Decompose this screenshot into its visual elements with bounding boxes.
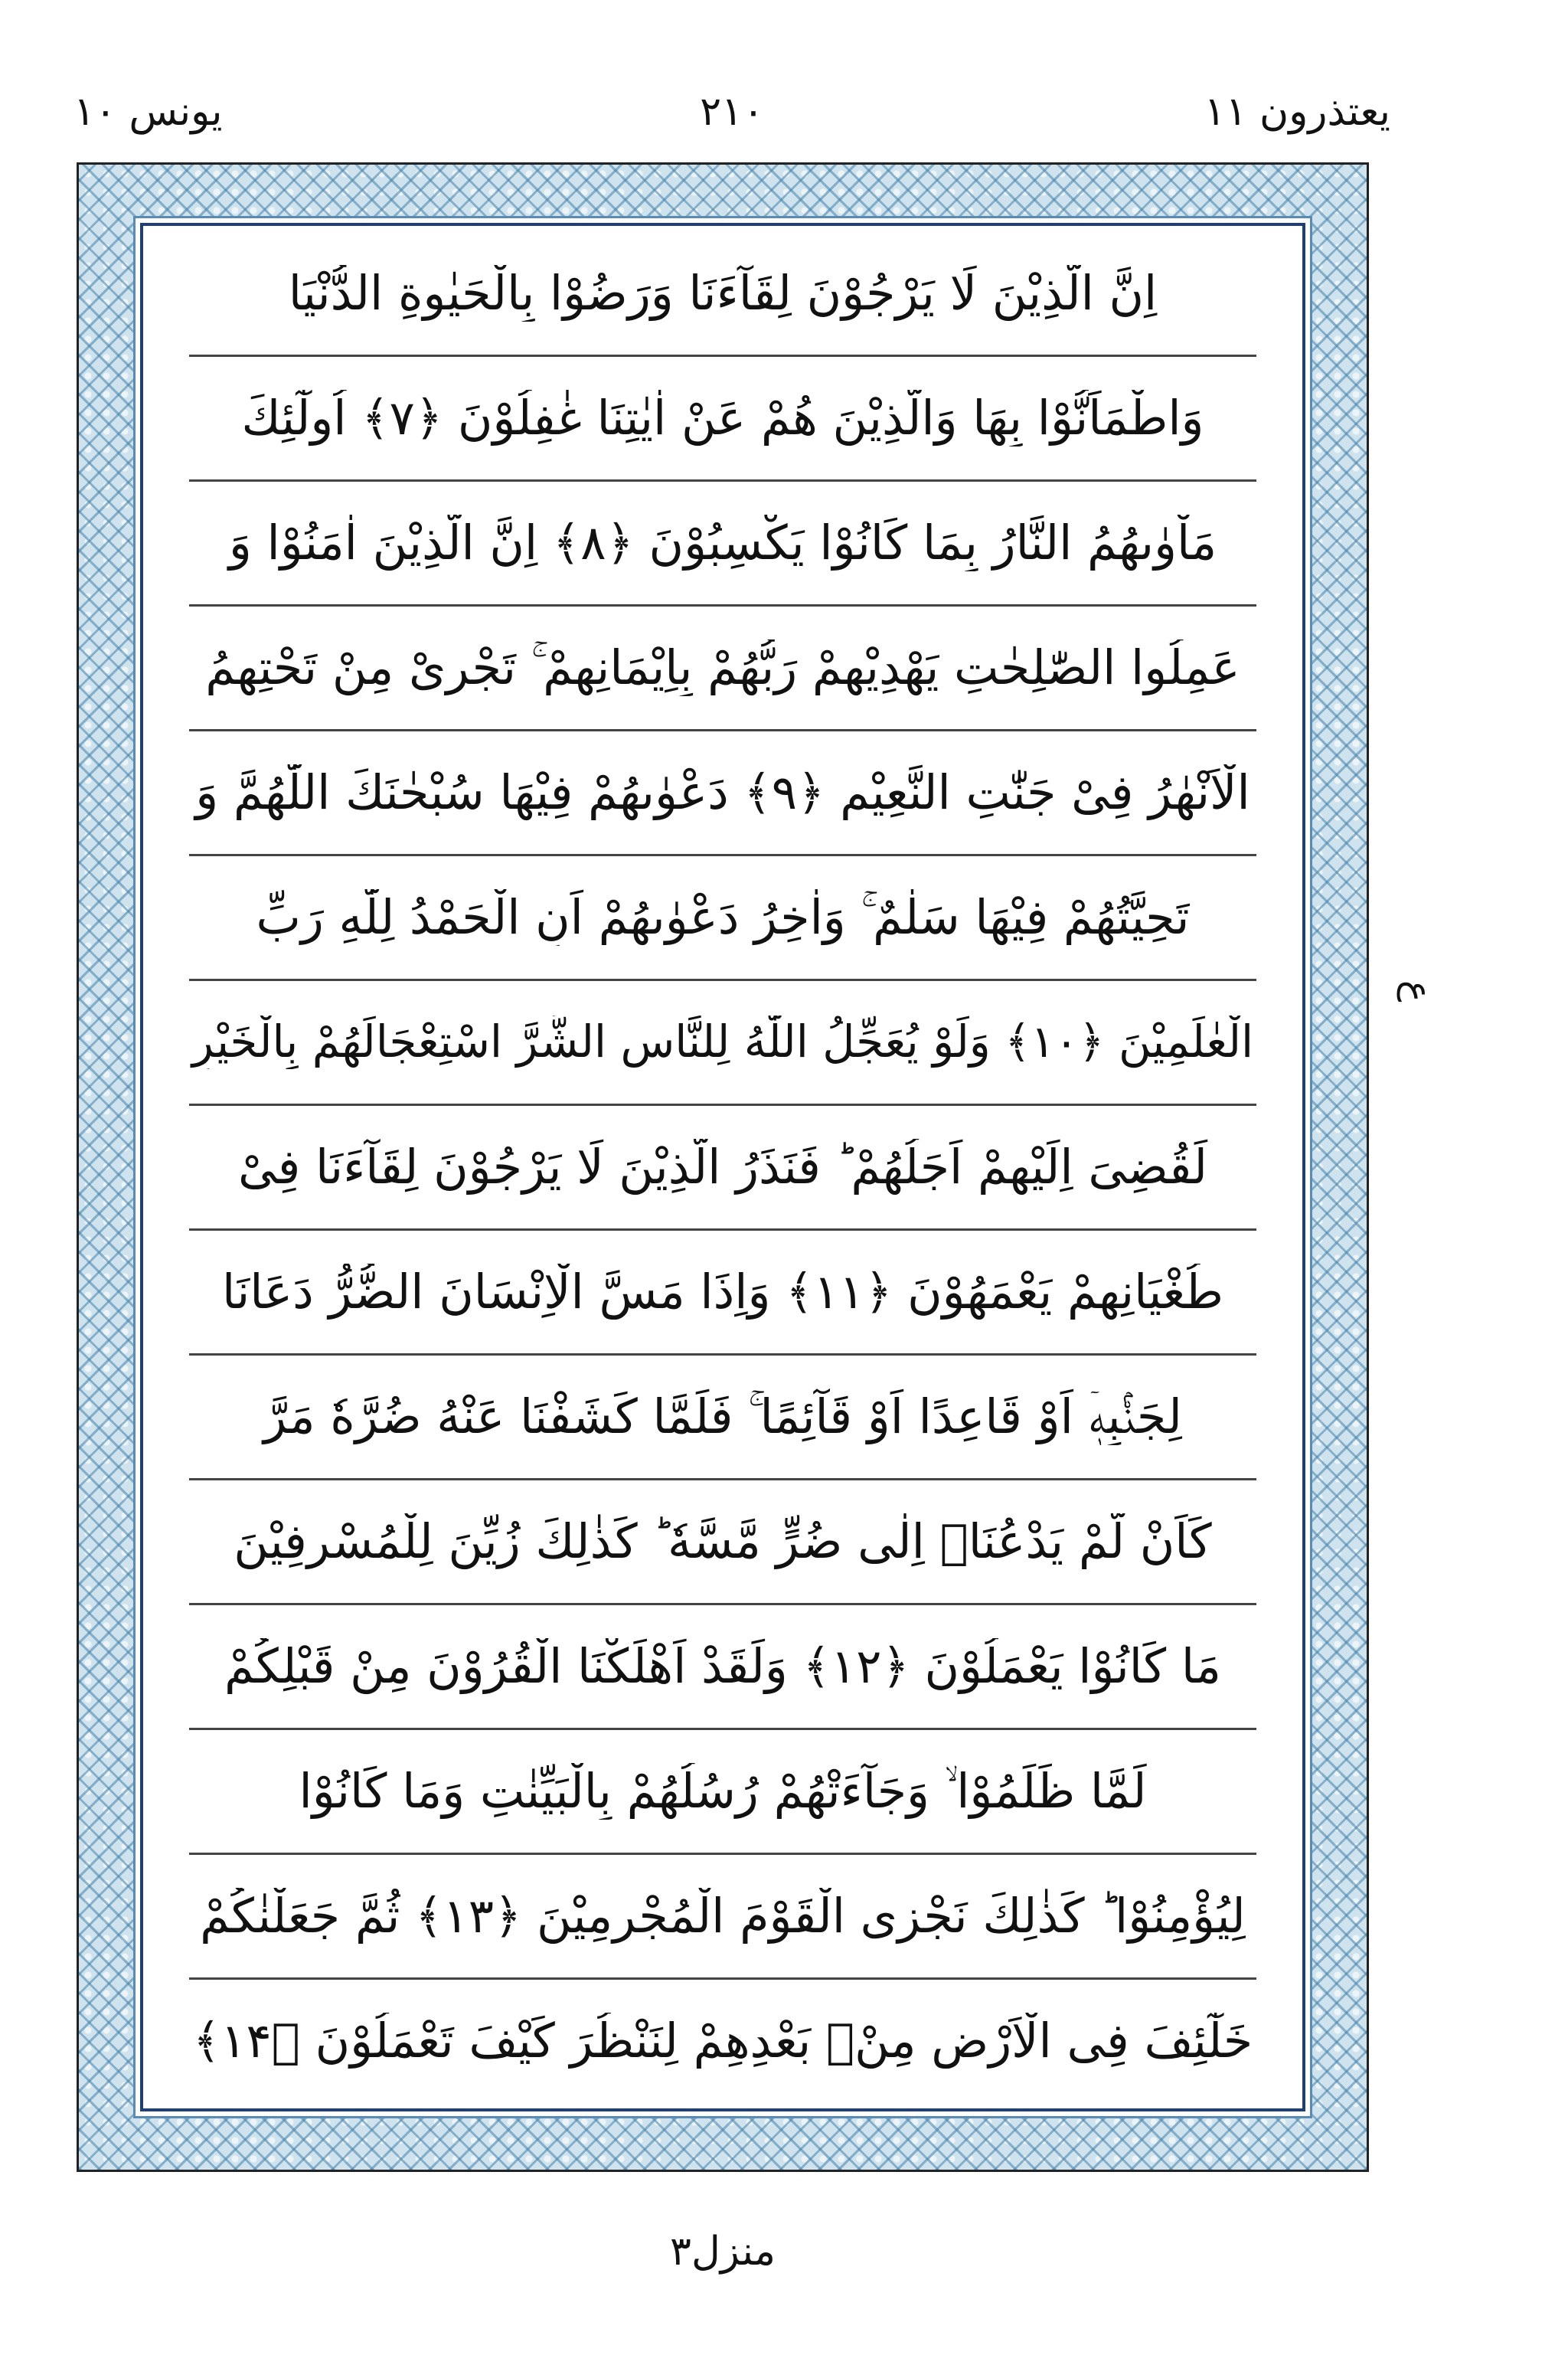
verse-line: [189, 1730, 1256, 1855]
verse-line: [189, 856, 1256, 981]
verse-line-text: لِیُؤْمِنُوْا ؕ كَذٰلِكَ نَجْزِی الْقَوْمَ الْمُجْرِمِیْنَ ﴿۱۳﴾ ثُمَّ جَعَلْنٰكُمْ: [200, 1887, 1246, 1944]
text-panel: [140, 223, 1305, 2111]
ruku-marker: ع: [1396, 980, 1439, 1003]
verse-line: [189, 1605, 1256, 1730]
verse-line-text: لَمَّا ظَلَمُوْا ۙ وَجَآءَتْهُمْ رُسُلُهُمْ بِالْبَیِّنٰتِ وَمَا كَانُوْا: [299, 1762, 1147, 1819]
verse-line-text: الْاَنْهٰرُ فِیْ جَنّٰتِ النَّعِیْمِ ﴿۹﴾ دَعْوٰىهُمْ فِیْهَا سُبْحٰنَكَ اللّٰهُمَّ وَ: [195, 764, 1250, 820]
verse-line: [189, 1855, 1256, 1980]
verse-line: [189, 357, 1256, 482]
verse-line-text: مَا كَانُوْا یَعْمَلُوْنَ ﴿۱۲﴾ وَلَقَدْ اَهْلَكْنَا الْقُرُوْنَ مِنْ قَبْلِكُمْ: [224, 1637, 1222, 1694]
verse-line: [189, 731, 1256, 856]
manzil-footer: منزل۳: [670, 2229, 776, 2275]
verse-line: [189, 1106, 1256, 1231]
verse-line-text: لِجَنْۢبِهٖۤ اَوْ قَاعِدًا اَوْ قَآئِمًا ۚ فَلَمَّا كَشَفْنَا عَنْهُ ضُرَّهٗ مَرَّ: [263, 1388, 1182, 1444]
verse-line-text: تَحِیَّتُهُمْ فِیْهَا سَلٰمٌ ۚ وَاٰخِرُ دَعْوٰىهُمْ اَنِ الْحَمْدُ لِلّٰهِ رَبِّ: [256, 888, 1190, 945]
ornamental-border: [77, 162, 1369, 2172]
surah-title: یونس ۱۰: [74, 89, 223, 135]
verse-line: [189, 1356, 1256, 1480]
verse-line: [189, 1980, 1256, 2102]
verse-line: [189, 1480, 1256, 1605]
verse-line-text: طُغْیَانِهِمْ یَعْمَهُوْنَ ﴿۱۱﴾ وَاِذَا مَسَّ الْاِنْسَانَ الضُّرُّ دَعَانَا: [222, 1263, 1223, 1320]
verse-line-text: وَاطْمَاَنُّوْا بِهَا وَالَّذِیْنَ هُمْ عَنْ اٰیٰتِنَا غٰفِلُوْنَ ﴿۷﴾ اُولٰٓئِكَ: [241, 389, 1204, 446]
page-number: ۲۱۰: [700, 89, 764, 135]
juz-title: یعتذرون ۱۱: [1204, 89, 1390, 135]
verse-line: [189, 482, 1256, 607]
verse-line-text: لَقُضِیَ اِلَیْهِمْ اَجَلُهُمْ ؕ فَنَذَرُ الَّذِیْنَ لَا یَرْجُوْنَ لِقَآءَنَا فِیْ: [237, 1138, 1208, 1195]
verse-line-text: كَاَنْ لَّمْ یَدْعُنَاۤ اِلٰى ضُرٍّ مَّسَّهٗ ؕ كَذٰلِكَ زُیِّنَ لِلْمُسْرِفِیْنَ: [234, 1513, 1212, 1569]
verse-line-text: الْعٰلَمِیْنَ ﴿۱۰﴾ وَلَوْ یُعَجِّلُ اللّٰهُ لِلنَّاسِ الشَّرَّ اسْتِعْجَالَهُمْ بِالْخَیْرِ: [191, 1016, 1254, 1068]
verse-line: [189, 1231, 1256, 1356]
verse-line: [189, 232, 1256, 357]
verse-lines: [189, 232, 1256, 2102]
verse-line-text: مَاْوٰىهُمُ النَّارُ بِمَا كَانُوْا یَكْسِبُوْنَ ﴿۸﴾ اِنَّ الَّذِیْنَ اٰمَنُوْا وَ: [228, 514, 1217, 571]
verse-line-text: عَمِلُوا الصّٰلِحٰتِ یَهْدِیْهِمْ رَبُّهُمْ بِاِیْمَانِهِمْ ۚ تَجْرِیْ مِنْ تَحْتِهِمُ: [205, 639, 1240, 695]
verse-line: [189, 607, 1256, 731]
verse-line-text: خَلٰٓئِفَ فِی الْاَرْضِ مِنْۢ بَعْدِهِمْ لِنَنْظُرَ كَیْفَ تَعْمَلُوْنَ ﴿۱۴﴾: [192, 2012, 1253, 2069]
verse-line: [189, 981, 1256, 1106]
page-header: [74, 74, 1390, 150]
verse-line-text: اِنَّ الَّذِیْنَ لَا یَرْجُوْنَ لِقَآءَنَا وَرَضُوْا بِالْحَیٰوةِ الدُّنْیَا: [288, 264, 1158, 321]
